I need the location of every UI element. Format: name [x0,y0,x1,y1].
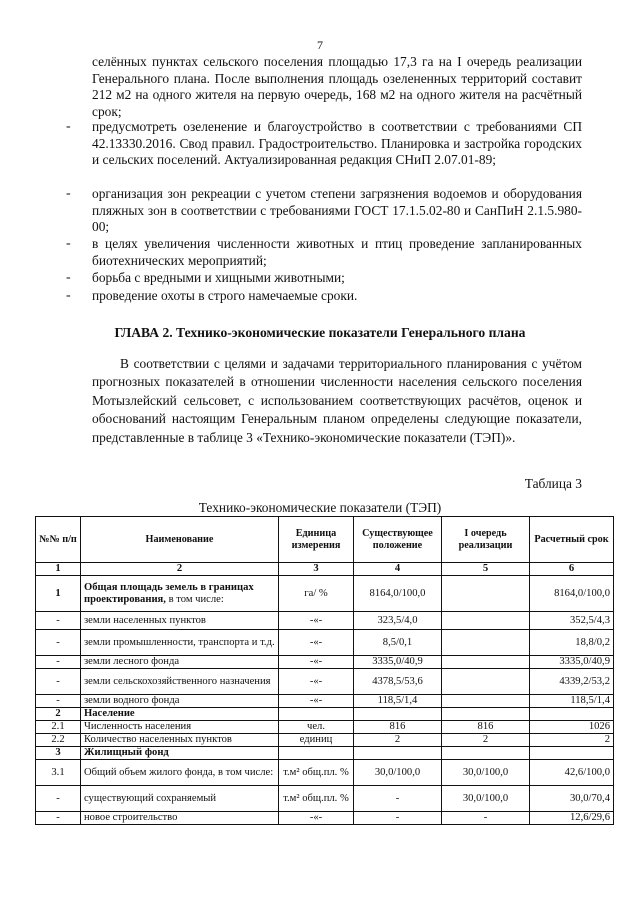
col-number: 2 [81,563,279,576]
row-final: 1026 [530,721,614,734]
table-label: Таблица 3 [524,476,582,491]
row-num: 2.2 [36,734,81,747]
row-existing: 3335,0/40,9 [354,656,442,669]
row-num: - [36,812,81,825]
row-final: 18,8/0,2 [530,630,614,656]
row-num: - [36,786,81,812]
table-title: Технико-экономические показатели (ТЭП) [198,500,442,515]
row-name [81,630,279,656]
table-row [36,734,614,747]
col-number: 1 [36,563,81,576]
table-row [36,708,614,721]
table-row [36,630,614,656]
row-existing: - [354,812,442,825]
row-name [81,695,279,708]
row-unit: -«- [279,669,354,695]
row-first-stage [442,669,530,695]
row-first-stage: 816 [442,721,530,734]
row-existing: 323,5/4,0 [354,612,442,630]
bullet-item: в целях увеличения численности животных и птиц проведение запланированных биотехнических мероприятий; [92,236,582,268]
row-existing: 30,0/100,0 [354,760,442,786]
row-num: - [36,612,81,630]
row-final: 30,0/70,4 [530,786,614,812]
row-num: 3 [36,747,81,760]
header-existing: Существующее положение [354,517,442,563]
row-unit: т.м² общ.пл. % [279,760,354,786]
row-final [530,747,614,760]
col-number: 3 [279,563,354,576]
table-row [36,786,614,812]
row-num: 1 [36,576,81,612]
bullet-item: борьба с вредными и хищными животными; [92,270,345,285]
row-first-stage: 30,0/100,0 [442,760,530,786]
tep-table [35,516,614,825]
row-name-text: Общий объем жилого фонда, в том числе: [84,766,274,778]
table-row [36,656,614,669]
row-existing: 816 [354,721,442,734]
bullet-dash: - [66,236,71,251]
table-row [36,695,614,708]
col-number: 4 [354,563,442,576]
row-unit: единиц [279,734,354,747]
row-unit: -«- [279,612,354,630]
row-first-stage [442,576,530,612]
bullet-item: организация зон рекреации с учетом степени загрязнения водоемов и оборудования пляжных зон в соответствии с требованиями ГОСТ 17.1.5.02-80 и СанПиН 2.1.5.980-00; [92,186,582,235]
row-unit [279,747,354,760]
header-first-stage: I очередь реализации [442,517,530,563]
table-body [36,576,614,825]
row-name [81,747,279,760]
row-name [81,669,279,695]
row-existing: 8,5/0,1 [354,630,442,656]
table-row [36,760,614,786]
row-name [81,812,279,825]
row-unit: га/ % [279,576,354,612]
header-name: Наименование [81,517,279,563]
row-name [81,576,279,612]
row-unit: т.м² общ.пл. % [279,786,354,812]
row-name [81,708,279,721]
row-final: 2 [530,734,614,747]
row-first-stage [442,695,530,708]
row-num: 3.1 [36,760,81,786]
table-header-row [36,517,614,563]
row-first-stage: 30,0/100,0 [442,786,530,812]
row-unit: -«- [279,695,354,708]
row-name-text: новое строительство [84,812,178,823]
row-name [81,760,279,786]
row-existing [354,747,442,760]
bullet-dash: - [66,119,71,134]
table-row [36,747,614,760]
row-name-text: Численность населения [84,721,192,732]
row-name-suffix: в том числе: [165,593,224,605]
row-num: - [36,656,81,669]
table-row [36,576,614,612]
table-row [36,812,614,825]
row-name-text: земли лесного фонда [84,656,180,667]
row-name [81,734,279,747]
row-first-stage [442,656,530,669]
row-first-stage [442,747,530,760]
top-paragraph: селённых пунктах сельского поселения площадью 17,3 га на I очередь реализации Генерального плана. После выполнения площадь озелененных территорий составит 212 м2 на одного жителя на первую очередь, 168 м2 на одного жителя на расчётный срок; [92,54,582,119]
table-row [36,612,614,630]
row-first-stage: - [442,812,530,825]
column-number-row [36,563,614,576]
row-unit [279,708,354,721]
row-existing: - [354,786,442,812]
row-existing: 8164,0/100,0 [354,576,442,612]
row-num: - [36,695,81,708]
row-name-text: земли населенных пунктов [84,614,206,626]
row-final: 8164,0/100,0 [530,576,614,612]
col-number: 5 [442,563,530,576]
row-num: 2.1 [36,721,81,734]
bullet-dash: - [66,186,71,201]
bullet-item: предусмотреть озеленение и благоустройство в соответствии с требованиями СП 42.13330.2016. Свод правил. Градостроительство. Планировка и застройка городских и сельских поселений. Актуализированная редакция СНиП 2.07.01-89; [92,119,582,168]
row-num: 2 [36,708,81,721]
row-first-stage [442,708,530,721]
intro-paragraph: В соответствии с целями и задачами территориального планирования с учётом прогнозных показателей в отношении численности населения сельского поселения Мотызлейский сельсовет, с использованием соответствующих расчётов, оценок и обоснований настоящим Генеральным планом определены следующие показатели, представленные в таблице 3 «Технико-экономические показатели (ТЭП)». [92,356,582,445]
col-number: 6 [530,563,614,576]
row-name [81,612,279,630]
page-number: 7 [317,38,323,52]
row-unit: -«- [279,812,354,825]
row-unit: -«- [279,630,354,656]
row-first-stage: 2 [442,734,530,747]
row-existing: 2 [354,734,442,747]
row-unit: чел. [279,721,354,734]
row-existing: 4378,5/53,6 [354,669,442,695]
row-final: 352,5/4,3 [530,612,614,630]
row-name-text: существующий сохраняемый [84,792,217,804]
row-unit: -«- [279,656,354,669]
row-final: 42,6/100,0 [530,760,614,786]
row-name-text: земли сельскохозяйственного назначения [84,675,271,687]
row-name-text: Количество населенных пунктов [84,734,232,745]
row-name-text: Жилищный фонд [84,747,169,758]
header-final: Расчетный срок [530,517,614,563]
row-name-text: Общая площадь земель в границах проектирования, [84,581,254,605]
row-final: 3335,0/40,9 [530,656,614,669]
bullet-dash: - [66,270,71,285]
row-final [530,708,614,721]
row-first-stage [442,630,530,656]
row-name-text: земли водного фонда [84,695,180,706]
row-first-stage [442,612,530,630]
header-num: №№ п/п [36,517,81,563]
row-final: 118,5/1,4 [530,695,614,708]
row-final: 12,6/29,6 [530,812,614,825]
row-existing: 118,5/1,4 [354,695,442,708]
table-row [36,669,614,695]
bullet-dash: - [66,288,71,303]
table-row [36,721,614,734]
bullet-item: проведение охоты в строго намечаемые сроки. [92,288,358,303]
row-num: - [36,630,81,656]
header-unit: Единица измерения [279,517,354,563]
row-name-text: земли промышленности, транспорта и т.д. [84,636,275,648]
row-name [81,786,279,812]
chapter-title: ГЛАВА 2. Технико-экономические показатели Генерального плана [114,325,526,340]
row-name [81,656,279,669]
row-num: - [36,669,81,695]
row-existing [354,708,442,721]
row-name-text: Население [84,708,135,719]
row-final: 4339,2/53,2 [530,669,614,695]
row-name [81,721,279,734]
